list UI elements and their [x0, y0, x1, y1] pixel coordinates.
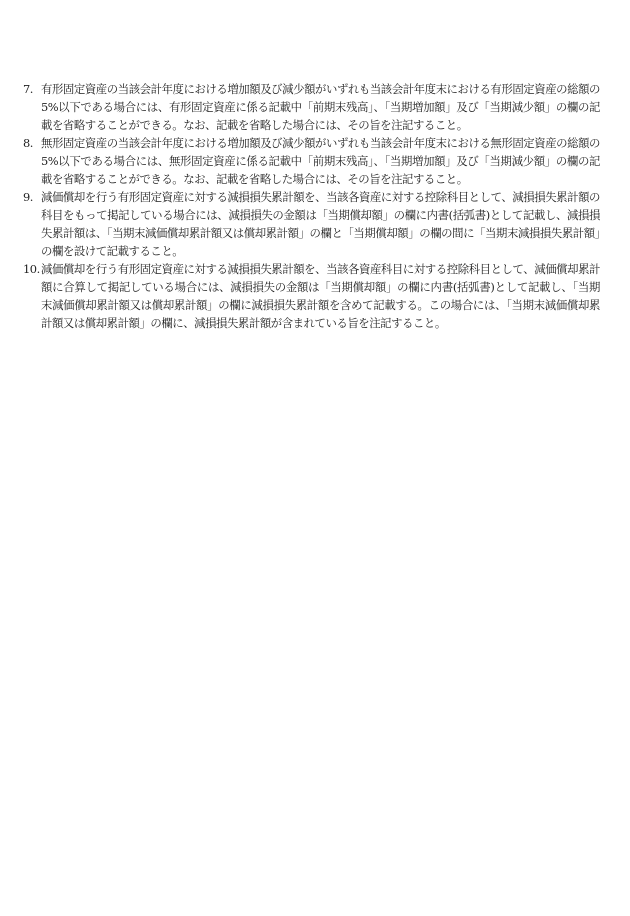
note-item-7 — [23, 80, 600, 134]
note-number: 10. — [23, 262, 40, 276]
note-text: 有形固定資産の当該会計年度における増加額及び減少額がいずれも当該会計年度末における有形固定資産の総額の5%以下である場合には、有形固定資産に係る記載中「前期末残高」、「当期増加額」及び「当期減少額」の欄の記載を省略することができる。なお、記載を省略した場合には、その旨を注記すること。 — [41, 82, 600, 132]
note-item-10 — [23, 260, 600, 332]
note-number: 8. — [23, 136, 33, 150]
note-text: 減価償却を行う有形固定資産に対する減損損失累計額を、当該各資産に対する控除科目として、減損損失累計額の科目をもって掲記している場合には、減損損失の金額は「当期償却額」の欄に内書(括弧書)として記載し、減損損失累計額は、「当期末減価償却累計額又は償却累計額」の欄と「当期償却額」の欄の間に「当期末減損損失累計額」の欄を設けて記載すること。 — [41, 190, 600, 258]
note-item-8 — [23, 134, 600, 188]
note-number: 7. — [23, 82, 33, 96]
notes-list — [23, 80, 600, 332]
note-number: 9. — [23, 190, 33, 204]
note-text: 減価償却を行う有形固定資産に対する減損損失累計額を、当該各資産科目に対する控除科目として、減価償却累計額に合算して掲記している場合には、減損損失の金額は「当期償却額」の欄に内書(括弧書)として記載し、「当期末減価償却累計額又は償却累計額」の欄に減損損失累計額を含めて記載する。この場合には、「当期末減価償却累計額又は償却累計額」の欄に、減損損失累計額が含まれている旨を注記すること。 — [41, 262, 600, 330]
note-item-9 — [23, 188, 600, 260]
note-text: 無形固定資産の当該会計年度における増加額及び減少額がいずれも当該会計年度末における無形固定資産の総額の5%以下である場合には、無形固定資産に係る記載中「前期末残高」、「当期増加額」及び「当期減少額」の欄の記載を省略することができる。なお、記載を省略した場合には、その旨を注記すること。 — [41, 136, 600, 186]
